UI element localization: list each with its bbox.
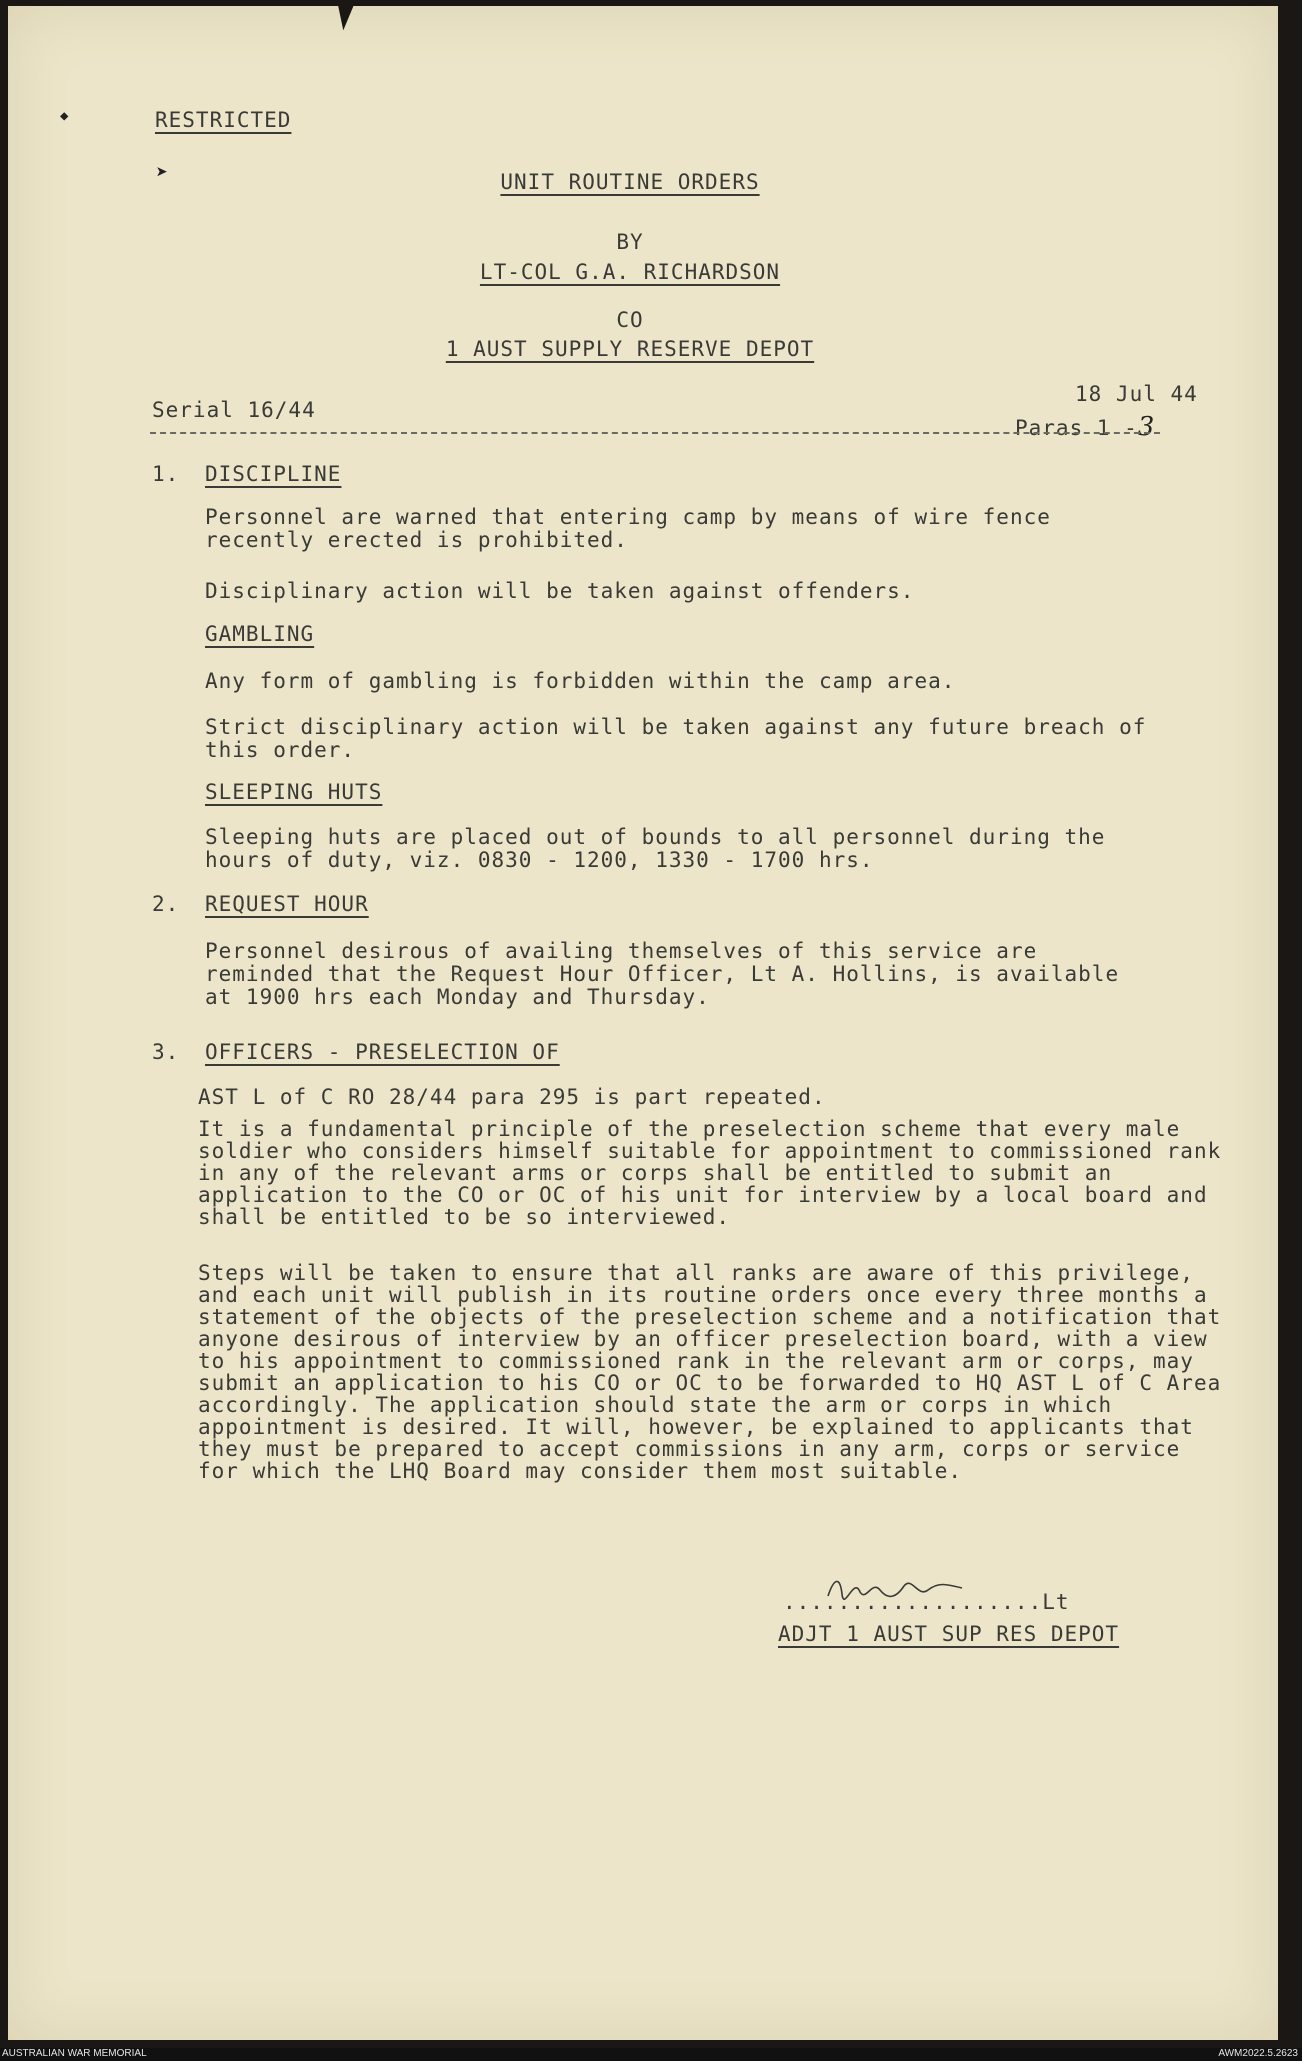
commander-name: LT-COL G.A. RICHARDSON <box>479 260 781 284</box>
paragraph: Any form of gambling is forbidden within the camp area. <box>205 669 956 693</box>
section-heading-request-hour: REQUEST HOUR <box>205 892 369 916</box>
paragraph: It is a fundamental principle of the preselection scheme that every male soldier who considers himself suitable for appointment to commissioned rank in any of the relevant arms or corps shall be entitled to submit an application to the CO or OC of his unit for interview by a local board and shall be entitled to be so interviewed. <box>198 1117 1235 1229</box>
section-heading-discipline: DISCIPLINE <box>205 462 342 486</box>
signatory-title: ADJT 1 AUST SUP RES DEPOT <box>778 1622 1120 1646</box>
paragraph: Personnel desirous of availing themselves of this service are reminded that the Request Hour Officer, Lt A. Hollins, is available at 1900 hrs each Monday and Thursday. <box>205 939 1133 1009</box>
arrow-mark-icon: ➤ <box>156 160 170 184</box>
section-number: 2. <box>152 892 180 916</box>
section-heading-officers-preselection: OFFICERS - PRESELECTION OF <box>205 1040 560 1064</box>
by-line: BY <box>616 230 644 254</box>
classification-label: RESTRICTED <box>155 108 292 132</box>
section-heading-gambling: GAMBLING <box>205 622 315 646</box>
serial-number: Serial 16/44 <box>152 398 316 422</box>
paragraph: Steps will be taken to ensure that all ranks are aware of this privilege, and each unit will publish in its routine orders once every three months a statement of the objects of the preselection scheme and a notification that anyone desirous of interview by an officer preselection board, with a view to his appointment to commissioned rank in the relevant arm or corps, may submit an application to his CO or OC to be forwarded to HQ AST L of C Area accordingly. The application should state the arm or corps in which appointment is desired. It will, however, be explained to applicants that they must be prepared to accept commissions in any arm, corps or service for which the LHQ Board may consider them most suitable. <box>198 1261 1235 1483</box>
section-heading-sleeping-huts: SLEEPING HUTS <box>205 780 383 804</box>
paragraph: Strict disciplinary action will be taken against any future breach of this order. <box>205 715 1161 762</box>
section-number: 3. <box>152 1040 180 1064</box>
order-date: 18 Jul 44 <box>1075 382 1198 406</box>
punch-mark-icon: ◆ <box>60 108 70 124</box>
archive-footer <box>0 2048 1302 2061</box>
commander-role: CO <box>616 308 644 332</box>
handwritten-para-number: 3 <box>1137 412 1156 442</box>
section-number: 1. <box>152 462 180 486</box>
paragraph: AST L of C RO 28/44 para 295 is part repeated. <box>198 1085 826 1109</box>
archive-name: AUSTRALIAN WAR MEMORIAL <box>2 2048 147 2059</box>
order-title: UNIT ROUTINE ORDERS <box>500 170 760 194</box>
dashed-separator <box>150 432 1160 434</box>
signature-line: ...................Lt <box>783 1590 1070 1614</box>
paragraph: Sleeping huts are placed out of bounds to all personnel during the hours of duty, viz. 0830 - 1200, 1330 - 1700 hrs. <box>205 825 1120 872</box>
paras-range: Paras 1 -3 <box>1015 412 1156 442</box>
archive-reference: AWM2022.5.2623 <box>1218 2048 1298 2059</box>
paragraph: Personnel are warned that entering camp by means of wire fence recently erected is prohibited. <box>205 505 1065 552</box>
paragraph: Disciplinary action will be taken against offenders. <box>205 579 915 603</box>
unit-name: 1 AUST SUPPLY RESERVE DEPOT <box>445 337 815 361</box>
